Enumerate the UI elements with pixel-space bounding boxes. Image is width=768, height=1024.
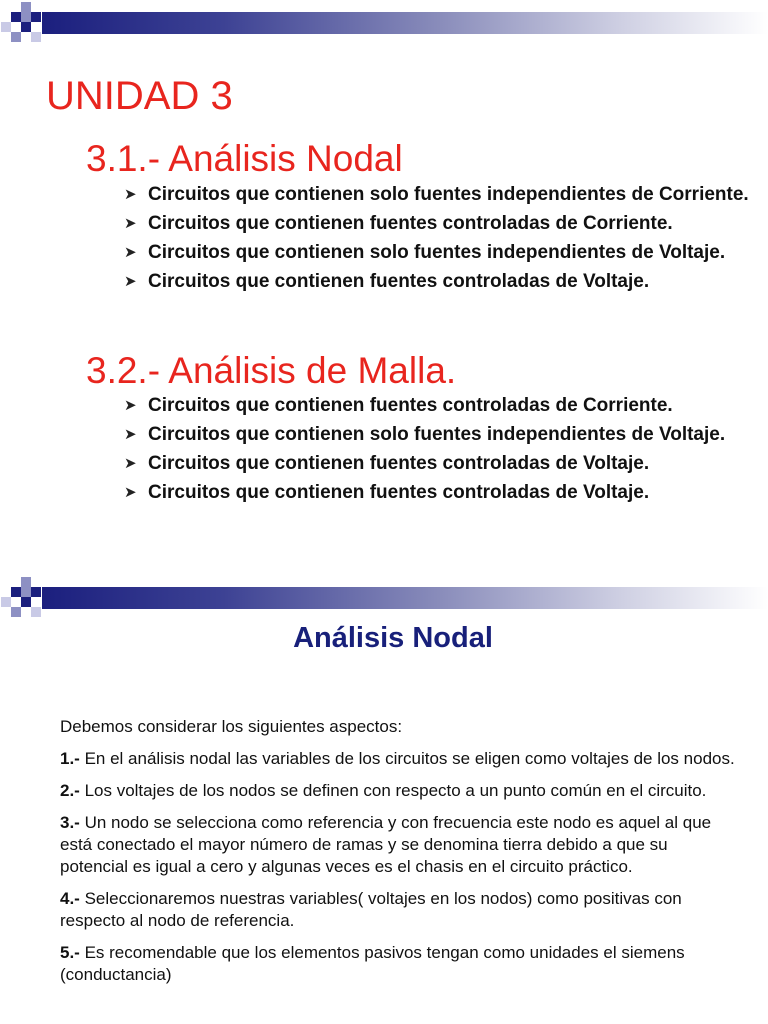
slide-title: UNIDAD 3 [46, 74, 233, 118]
arrowhead-bullet-icon: ➤ [124, 426, 137, 443]
gradient-band [42, 587, 768, 609]
bullet-list-nodal [124, 184, 754, 300]
slide-title: Análisis Nodal [293, 622, 493, 654]
slide-body [60, 716, 735, 996]
arrowhead-bullet-icon: ➤ [124, 244, 137, 261]
list-item: ➤ Circuitos que contienen solo fuentes independientes de Corriente. [124, 184, 749, 205]
square-pattern-icon [11, 587, 21, 597]
list-item: ➤ Circuitos que contienen fuentes controladas de Voltaje. [124, 453, 650, 474]
list-item: ➤ Circuitos que contienen fuentes controladas de Voltaje. [124, 271, 650, 292]
square-pattern-icon [21, 2, 31, 12]
list-item: ➤ Circuitos que contienen fuentes controladas de Voltaje. [124, 482, 650, 503]
square-pattern-icon [1, 597, 11, 607]
item-number: 1.- [60, 749, 80, 768]
list-item: 3.- Un nodo se selecciona como referencia y con frecuencia este nodo es aquel al que está conectado el mayor número de ramas y se denomina tierra debido a que su potencial es igual a cero y algunas veces es el chasis en el circuito práctico. [60, 813, 712, 876]
arrowhead-bullet-icon: ➤ [124, 397, 137, 414]
square-pattern-icon [21, 577, 31, 587]
header-bar [0, 0, 768, 50]
square-pattern-icon [11, 607, 21, 617]
item-number: 4.- [60, 889, 80, 908]
list-item: ➤ Circuitos que contienen fuentes controladas de Corriente. [124, 395, 673, 416]
arrowhead-bullet-icon: ➤ [124, 455, 137, 472]
list-item: ➤ Circuitos que contienen fuentes controladas de Corriente. [124, 213, 673, 234]
list-item: 2.- Los voltajes de los nodos se definen con respecto a un punto común en el circuito. [60, 781, 707, 800]
square-pattern-icon [21, 12, 31, 22]
square-pattern-icon [31, 32, 41, 42]
arrowhead-bullet-icon: ➤ [124, 215, 137, 232]
list-item: 4.- Seleccionaremos nuestras variables( voltajes en los nodos) como positivas con respecto al nodo de referencia. [60, 889, 682, 930]
section-heading-nodal: 3.1.- Análisis Nodal [86, 138, 403, 179]
arrowhead-bullet-icon: ➤ [124, 273, 137, 290]
list-item: ➤ Circuitos que contienen solo fuentes independientes de Voltaje. [124, 424, 726, 445]
bullet-list-malla [124, 395, 754, 511]
arrowhead-bullet-icon: ➤ [124, 186, 137, 203]
square-pattern-icon [21, 22, 31, 32]
square-pattern-icon [21, 587, 31, 597]
header-bar [0, 575, 768, 625]
square-pattern-icon [21, 597, 31, 607]
square-pattern-icon [1, 22, 11, 32]
slide-2 [0, 575, 768, 1024]
square-pattern-icon [31, 587, 41, 597]
gradient-band [42, 12, 768, 34]
section-heading-malla: 3.2.- Análisis de Malla. [86, 350, 457, 391]
square-pattern-icon [11, 32, 21, 42]
item-number: 2.- [60, 781, 80, 800]
list-item: 1.- En el análisis nodal las variables de los circuitos se eligen como voltajes de los nodos. [60, 749, 735, 768]
item-number: 5.- [60, 943, 80, 962]
square-pattern-icon [31, 12, 41, 22]
item-number: 3.- [60, 813, 80, 832]
square-pattern-icon [31, 607, 41, 617]
intro-text: Debemos considerar los siguientes aspectos: [60, 717, 403, 736]
square-pattern-icon [11, 12, 21, 22]
arrowhead-bullet-icon: ➤ [124, 484, 137, 501]
list-item: 5.- Es recomendable que los elementos pasivos tengan como unidades el siemens (conductancia) [60, 943, 685, 984]
list-item: ➤ Circuitos que contienen solo fuentes independientes de Voltaje. [124, 242, 726, 263]
